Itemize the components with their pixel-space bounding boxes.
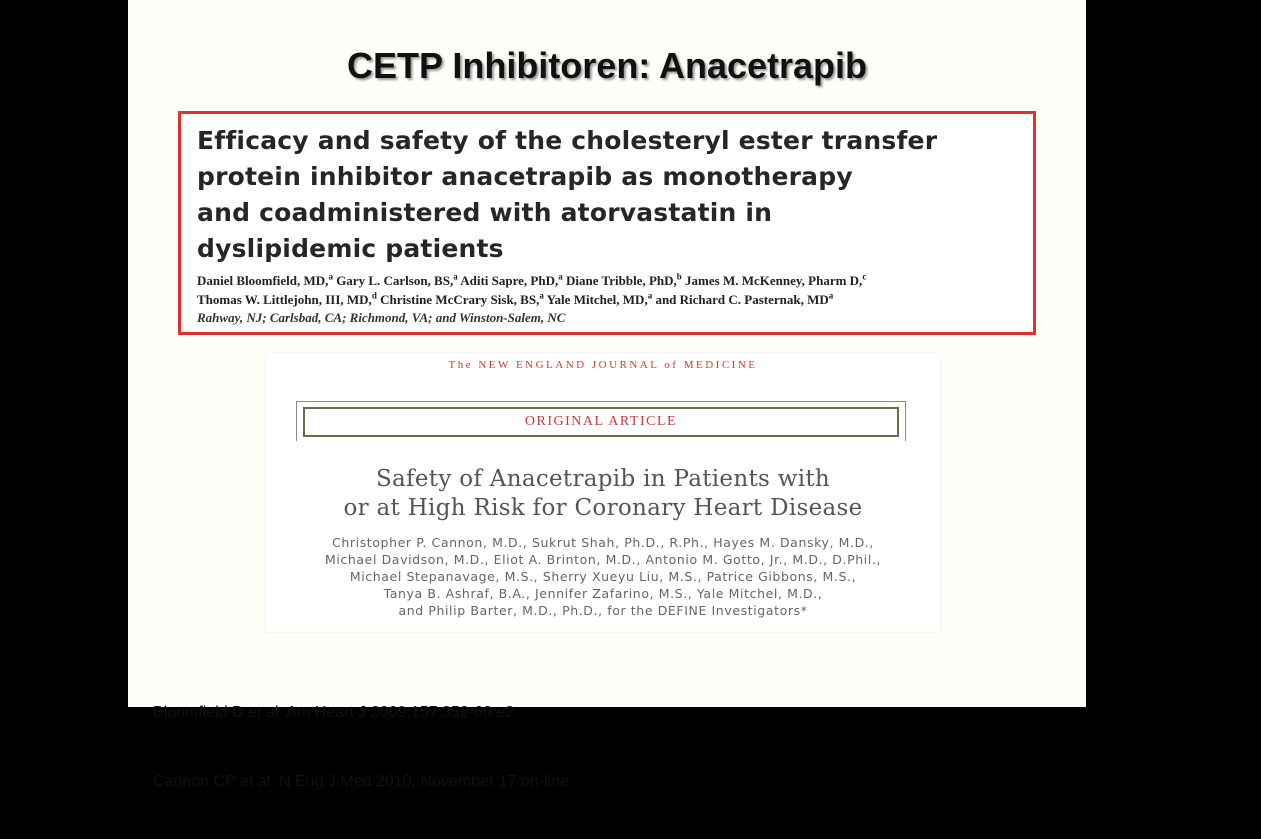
ahj-title-line: and coadministered with atorvastatin in	[197, 198, 773, 227]
nejm-author-line: and Philip Barter, M.D., Ph.D., for the DEFINE Investigators*	[398, 603, 808, 618]
ahj-author: James M. McKenney, Pharm D,	[685, 273, 863, 288]
slide-title: CETP Inhibitoren: Anacetrapib	[346, 45, 868, 86]
nejm-author-line: Tanya B. Ashraf, B.A., Jennifer Zafarino, M.S., Yale Mitchel, M.D.,	[383, 586, 823, 601]
ahj-author-line	[197, 290, 1019, 309]
ahj-author-affiliation: a	[453, 271, 458, 282]
nejm-article-clipping	[266, 353, 940, 632]
ahj-author: Thomas W. Littlejohn, III, MD,	[197, 292, 372, 307]
ahj-author: Diane Tribble, PhD,	[566, 273, 677, 288]
ahj-author: Christine McCrary Sisk, BS,	[380, 292, 540, 307]
ahj-author-affiliation: b	[676, 271, 682, 282]
ahj-author-affiliation: a	[828, 290, 834, 301]
nejm-author-line: Christopher P. Cannon, M.D., Sukrut Shah, Ph.D., R.Ph., Hayes M. Dansky, M.D.,	[332, 535, 874, 550]
reference-list	[153, 655, 569, 839]
nejm-masthead: The NEW ENGLAND JOURNAL of MEDICINE	[448, 359, 758, 371]
ahj-title-line: protein inhibitor anacetrapib as monotherapy	[197, 162, 853, 191]
ahj-author-affiliation: a	[328, 271, 333, 282]
original-article-banner	[296, 401, 906, 441]
ahj-author: and Richard C. Pasternak, MD	[655, 292, 829, 307]
ahj-title-line: Efficacy and safety of the cholesteryl ester transfer	[197, 126, 938, 155]
ahj-article-highlight-box	[178, 111, 1036, 335]
ahj-title-line: dyslipidemic patients	[197, 234, 504, 263]
reference-item: Cannon CP et al N Eng J Med 2010, November 17 on-line	[153, 773, 569, 790]
nejm-article-title	[266, 465, 940, 523]
ahj-author-affiliation: a	[539, 290, 544, 301]
ahj-author-affiliation: a	[647, 290, 653, 301]
ahj-author-line	[197, 271, 1019, 290]
ahj-author: Aditi Sapre, PhD,	[460, 273, 559, 288]
nejm-author-line: Michael Stepanavage, M.S., Sherry Xueyu Liu, M.S., Patrice Gibbons, M.S.,	[349, 569, 857, 584]
original-article-label: ORIGINAL ARTICLE	[303, 407, 899, 437]
ahj-author: Gary L. Carlson, BS,	[336, 273, 454, 288]
nejm-author-list	[266, 534, 940, 619]
slide	[128, 0, 1086, 790]
nejm-title-line: Safety of Anacetrapib in Patients with	[375, 466, 830, 492]
nejm-title-line: or at High Risk for Coronary Heart Disease	[343, 495, 863, 521]
ahj-author-list	[197, 271, 1019, 309]
ahj-article-title	[197, 123, 1019, 267]
nejm-author-line: Michael Davidson, M.D., Eliot A. Brinton, M.D., Antonio M. Gotto, Jr., M.D., D.Phil.,	[324, 552, 882, 567]
ahj-author-affiliation: a	[558, 271, 563, 282]
ahj-author-affiliation: c	[862, 271, 867, 282]
reference-item: Bloomfield D et al Am Heart J 2009;157:352-60.e2	[153, 704, 515, 721]
ahj-author-location: Rahway, NJ; Carlsbad, CA; Richmond, VA; and Winston-Salem, NC	[197, 310, 566, 325]
ahj-author: Yale Mitchel, MD,	[546, 292, 648, 307]
ahj-author-affiliation: d	[371, 290, 377, 301]
ahj-author: Daniel Bloomfield, MD,	[197, 273, 329, 288]
